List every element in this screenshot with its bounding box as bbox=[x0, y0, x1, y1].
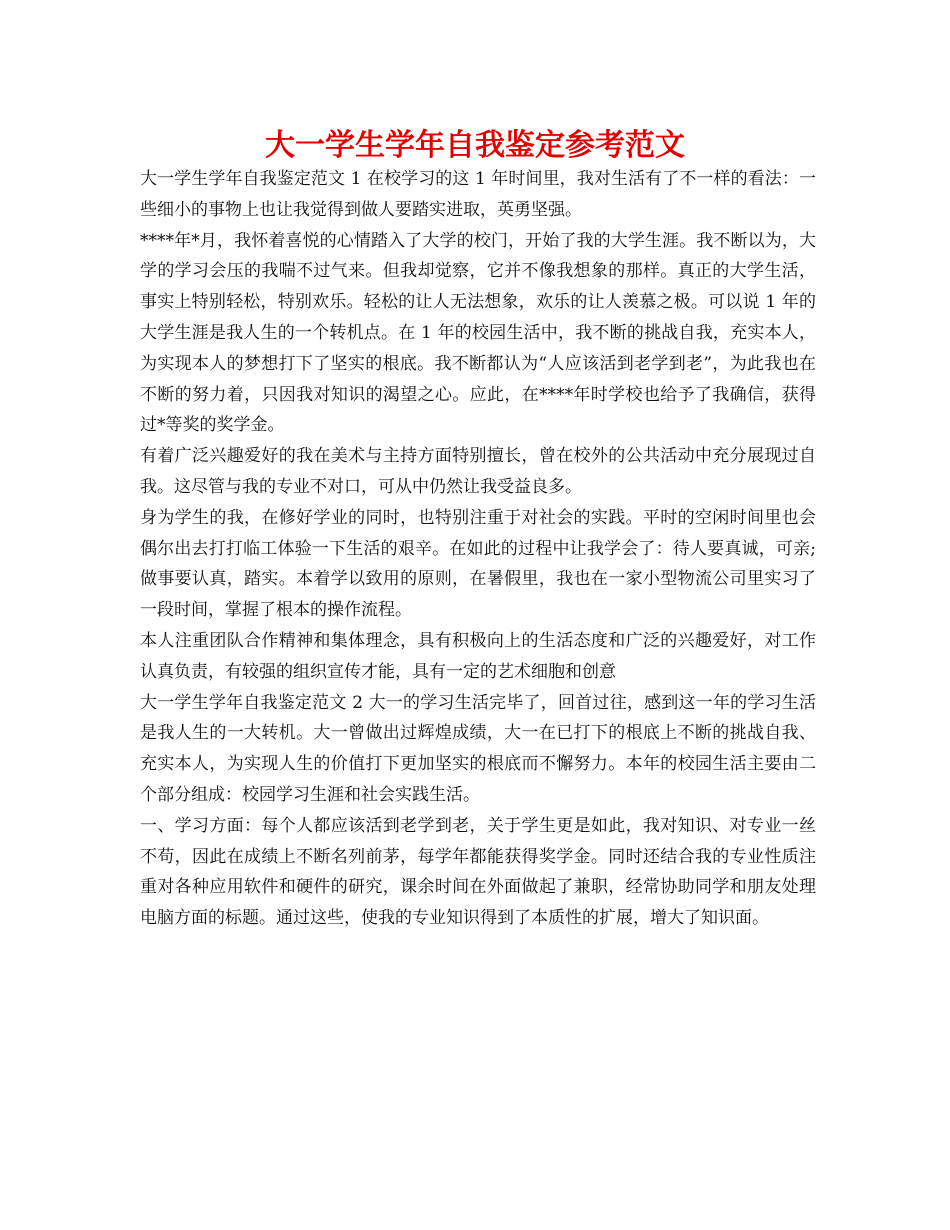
paragraph-2: ****年*月，我怀着喜悦的心情踏入了大学的校门，开始了我的大学生涯。我不断以为，大学的学习会压的我喘不过气来。但我却觉察，它并不像我想象的那样。真正的大学生活，事实上特别轻松，特别欢乐。轻松的让人无法想象，欢乐的让人羡慕之极。可以说 1 年的大学生涯是我人生的一个转机点。在 1 年的校园生活中，我不断的挑战自我，充实本人，为实现本人的梦想打下了坚实的根底。我不断都认为“人应该活到老学到老”，为此我也在不断的努力着，只因我对知识的渴望之心。应此，在****年时学校也给予了我确信，获得过*等奖的奖学金。 bbox=[140, 230, 816, 436]
paragraph-1: 大一学生学年自我鉴定范文 1 在校学习的这 1 年时间里，我对生活有了不一样的看法：一些细小的事物上也让我觉得到做人要踏实进取，英勇坚强。 bbox=[140, 169, 816, 220]
document-title: 大一学生学年自我鉴定参考范文 bbox=[265, 128, 685, 163]
paragraph-5: 本人注重团队合作精神和集体理念，具有积极向上的生活态度和广泛的兴趣爱好，对工作认真负责，有较强的组织宣传才能，具有一定的艺术细胞和创意 bbox=[140, 630, 816, 682]
paragraph-6: 大一学生学年自我鉴定范文 2 大一的学习生活完毕了，回首过往，感到这一年的学习生活是我人生的一大转机。大一曾做出过辉煌成绩，大一在已打下的根底上不断的挑战自我、充实本人，为实现人生的价值打下更加坚实的根底而不懈努力。本年的校园生活主要由二个部分组成：校园学习生涯和社会实践生活。 bbox=[140, 692, 816, 805]
paragraph-4: 身为学生的我，在修好学业的同时，也特别注重于对社会的实践。平时的空闲时间里也会偶尔出去打打临工体验一下生活的艰辛。在如此的过程中让我学会了：待人要真诚，可亲;做事要认真，踏实。本着学以致用的原则，在暑假里，我也在一家小型物流公司里实习了一段时间，掌握了根本的操作流程。 bbox=[140, 507, 816, 621]
paragraph-3: 有着广泛兴趣爱好的我在美术与主持方面特别擅长，曾在校外的公共活动中充分展现过自我。这尽管与我的专业不对口，可从中仍然让我受益良多。 bbox=[140, 446, 816, 497]
document-body bbox=[140, 164, 816, 934]
paragraph-7: 一、学习方面：每个人都应该活到老学到老，关于学生更是如此，我对知识、对专业一丝不苟，因此在成绩上不断名列前茅，每学年都能获得奖学金。同时还结合我的专业性质注重对各种应用软件和硬件的研究，课余时间在外面做起了兼职，经常协助同学和朋友处理电脑方面的标题。通过这些，使我的专业知识得到了本质性的扩展，增大了知识面。 bbox=[140, 815, 816, 929]
